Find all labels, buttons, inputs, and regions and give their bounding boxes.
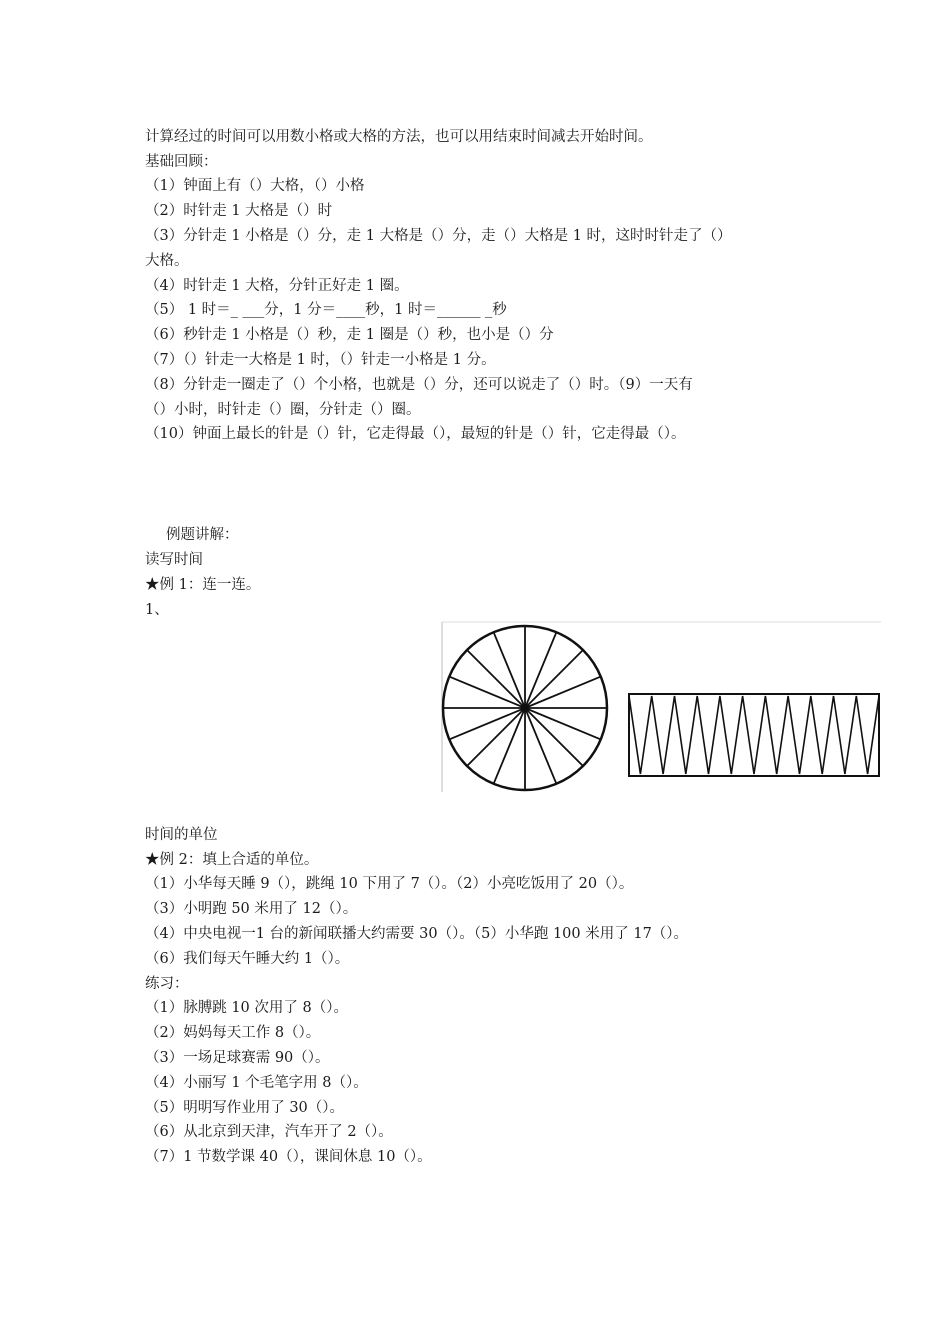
practice-item: （3）一场足球赛需 90（）。 [145,1050,330,1066]
wheel-spoke [525,708,583,766]
section-heading-review: 基础回顾： [145,154,218,170]
practice-item: （5）明明写作业用了 30（）。 [145,1100,345,1116]
wheel-spoke [467,708,525,766]
example-1-item-number: 1、 [145,602,169,618]
practice-item: （4）小丽写 1 个毛笔字用 8（）。 [145,1075,368,1091]
review-item: （10）钟面上最长的针是（）针，它走得最（），最短的针是（）针，它走得最（）。 [145,426,686,442]
review-item: （7）（）针走一大格是 1 时，（）针走一小格是 1 分。 [145,352,496,368]
practice-item: （7）1 节数学课 40（），课间休息 10（）。 [145,1149,432,1165]
wheel-figure [443,626,607,790]
zigzag-frame [629,694,879,776]
review-item: （8）分针走一圈走了（）个小格，也就是（）分，还可以说走了（）时。（9）一天有 [145,377,693,393]
example-2-item: （1）小华每天睡 9（），跳绳 10 下用了 7（）。（2）小亮吃饭用了 20（）。 [145,876,634,892]
section-heading-examples: 例题讲解： [166,527,239,543]
example-1-prompt: ★例 1：连一连。 [145,577,261,593]
review-item: （6）秒针走 1 小格是（）秒，走 1 圈是（）秒，也小是（）分 [145,327,554,343]
section-heading-practice: 练习： [145,976,189,992]
review-item-continuation: 大格。 [145,253,189,269]
zigzag-figure [629,694,879,776]
wheel-spoke [525,650,583,708]
subsection-title-read-write: 读写时间 [145,552,203,568]
review-item: （1）钟面上有（）大格，（）小格 [145,178,365,194]
practice-item: （1）脉膊跳 10 次用了 8（）。 [145,1000,348,1016]
example-2-item: （3）小明跑 50 米用了 12（）。 [145,901,358,917]
subsection-title-units: 时间的单位 [145,827,218,843]
intro-summary: 计算经过的时间可以用数小格或大格的方法，也可以用结束时间减去开始时间。 [145,129,653,145]
review-item: （2）时针走 1 大格是（）时 [145,203,333,219]
wheel-spoke [467,650,525,708]
example-2-prompt: ★例 2：填上合适的单位。 [145,852,319,868]
example-2-item: （4）中央电视一1 台的新闻联播大约需要 30（）。（5）小华跑 100 米用了 17（）。 [145,926,689,942]
zigzag-line [629,696,879,774]
review-item: （5） 1 时＝_ ___分，1 分＝____秒，1 时＝______ _秒 [145,302,507,318]
example-figure [441,620,881,792]
example-2-item: （6）我们每天午睡大约 1（）。 [145,951,350,967]
review-item-continuation: （）小时，时针走（）圈，分针走（）圈。 [145,402,421,418]
practice-item: （6）从北京到天津，汽车开了 2（）。 [145,1124,393,1140]
review-item: （3）分针走 1 小格是（）分，走 1 大格是（）分，走（）大格是 1 时，这时时针走了（） [145,228,732,244]
review-item: （4）时针走 1 大格，分针正好走 1 圈。 [145,278,409,294]
practice-item: （2）妈妈每天工作 8（）。 [145,1025,321,1041]
